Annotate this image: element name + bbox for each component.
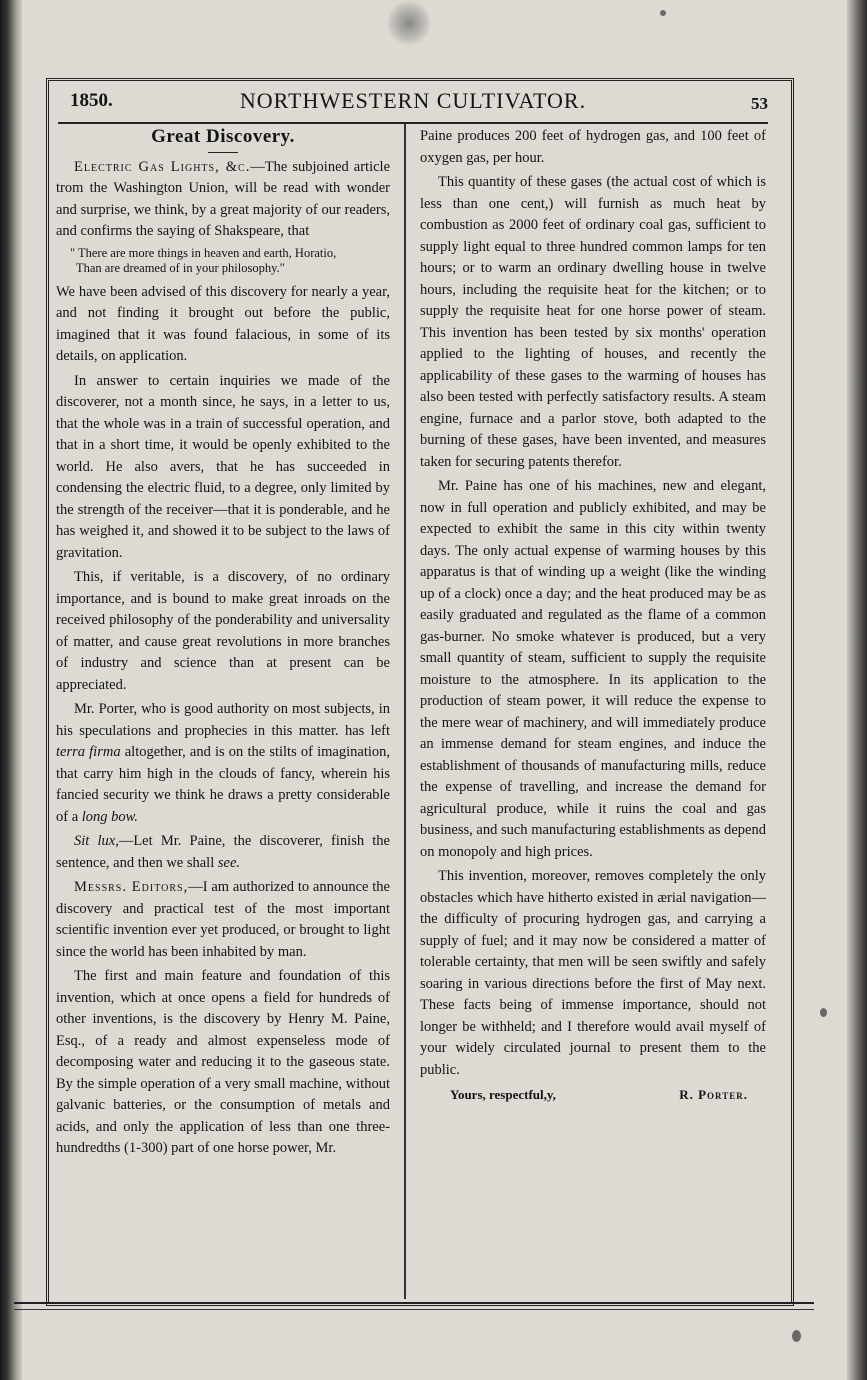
paragraph: [56, 699, 390, 828]
signature: R. Porter.: [679, 1087, 748, 1102]
article-title: Great Discovery.: [151, 126, 295, 147]
page-number: 53: [751, 94, 768, 113]
paragraph: We have been advised of this discovery for nearly a year, and not finding it brought out before the public, imagined that it was found falacious, in some of its details, on application.: [56, 283, 390, 364]
italic-phrase: terra firma: [56, 744, 121, 760]
signature-line: [420, 1084, 766, 1106]
paragraph: The first and main feature and foundation of this invention, which at once opens a field for hundreds of other inventions, is the discovery by Henry M. Paine, Esq., of a ready and almost expenseless mode of decomposing water and reducing it to the gaseous state. By the simple operation of a very small machine, without galvanic batteries, or the consumption of metals and acids, and only the application of less than one three-hundredths (1-300) part of one horse power, Mr.: [56, 968, 390, 1156]
bottom-rule: [14, 1302, 814, 1310]
quote-line: Than are dreamed of in your philosophy.": [76, 260, 285, 275]
paragraph: [56, 157, 390, 243]
paragraph-lead: Messrs. Editors,: [74, 879, 189, 895]
paragraph-text: —The subjoined article trom the Washington Union, will be read with wonder and surprise, we think, by a great majority of our readers, and confirms the saying of Shakspeare, that: [56, 158, 391, 239]
scan-edge-right: [847, 0, 867, 1380]
paragraph: This, if veritable, is a discovery, of no ordinary importance, and is bound to make great inroads on the received philosophy of the ponderability and universality of matter, and cause great revolutions in more branches of industry and science than at present can be appreciated.: [56, 569, 390, 693]
ink-blot: [388, 0, 430, 46]
paragraph: [56, 877, 390, 963]
paragraph: This quantity of these gases (the actual cost of which is less than one cent,) will furnish as much heat by combustion as 2000 feet of ordinary coal gas, sufficient to supply light equal to three hundred common lamps for ten hours; or to warm an ordinary dwelling house in twelve hours, including the requisite heat for the kitchen; or to supply the requisite heat for one horse power of steam. This invention has been tested by six months' operation applied to the lighting of houses, and recently the applicability of these gases to the warming of houses has also been tested with perfectly satisfactory results. A steam engine, furnace and a parlor stove, both adapted to the burning of these gases, have been invented, and measures taken for securing patents therefor.: [420, 174, 766, 470]
paragraph-text: —Let Mr. Paine, the discoverer, finish the sentence, and then we shall: [56, 833, 390, 871]
running-header: [58, 88, 768, 124]
closing: Yours, respectful,y,: [450, 1087, 556, 1102]
paragraph-text: Mr. Porter, who is good authority on most subjects, in his speculations and prophecies in this matter. has left: [56, 701, 390, 739]
paragraph: Paine produces 200 feet of hydrogen gas, and 100 feet of oxygen gas, per hour.: [420, 128, 766, 166]
paragraph: [56, 831, 390, 874]
paragraph: Mr. Paine has one of his machines, new and elegant, now in full operation and publicly exhibited, and may be expected to exhibit the same in this city within twenty days. The only actual expense of warming houses by this apparatus is that of winding up a weight (like the winding up of a clock) once a day; and the heat produced may be as easily graduated and regulated as the flame of a common gas-burner. No smoke whatever is produced, but a very small quantity of steam, sufficient to supply the requisite moisture to the atmosphere. In its application to the production of steam power, it will reduce the expense to the mere wear of machinery, and will immediately produce an immense demand for steam engines, and induce the establishment of thousands of manufacturing mills, reduce the expense of travelling, and increase the demand for agricultural produce, while it ruins the coal and gas business, and such manufacturing establishments as depend on monopoly and high prices.: [420, 478, 766, 860]
scan-edge-left: [0, 0, 22, 1380]
column-left: [56, 126, 390, 1163]
column-divider: [404, 124, 406, 1299]
ink-speck: [660, 10, 666, 16]
paragraph-text: altogether, and is on the stilts of imagination, that carry him high in the clouds of fancy, wherein his fancied security we think he draws a pretty considerable of a: [56, 744, 390, 825]
paragraph: In answer to certain inquiries we made of the discoverer, not a month since, he says, in a letter to us, that the whole was in a train of successful operation, and that in a short time, it would be openly exhibited to the world. He also avers, that he has succeeded in condensing the electric fluid, to a degree, only limited by the strength of the receiver—that it is ponderable, and he has weighed it, and showed it to be subject to the laws of gravitation.: [56, 372, 390, 561]
block-quote: [70, 246, 390, 276]
paragraph-text: —I am authorized to announce the discovery and practical test of the most important scientific invention ever yet produced, or brought to light since the world has been inhabited by man.: [56, 879, 390, 960]
quote-line: " There are more things in heaven and earth, Horatio,: [70, 245, 337, 260]
paragraph: This invention, moreover, removes completely the only obstacles which have hitherto existed in ærial navigation—the difficulty of procuring hydrogen gas, and carrying a supply of fuel; and it may now be considered a matter of tolerable certainty, that men will be seen swiftly and safely soaring in various directions before the first of May next. These facts being of immense importance, should not longer be withheld; and I therefore would avail myself of your widely circulated journal to present them to the public.: [420, 868, 766, 1078]
ink-speck: [820, 1008, 827, 1017]
header-year: 1850.: [70, 90, 113, 111]
title-rule: [208, 152, 238, 153]
italic-phrase: Sit lux,: [74, 833, 119, 849]
ink-speck: [792, 1330, 801, 1342]
italic-phrase: see.: [217, 854, 240, 871]
journal-title: NORTHWESTERN CULTIVATOR.: [239, 88, 587, 113]
paragraph-lead: Electric Gas Lights, &c.: [74, 158, 251, 175]
italic-phrase: long bow.: [81, 808, 138, 825]
column-right: [420, 126, 766, 1106]
